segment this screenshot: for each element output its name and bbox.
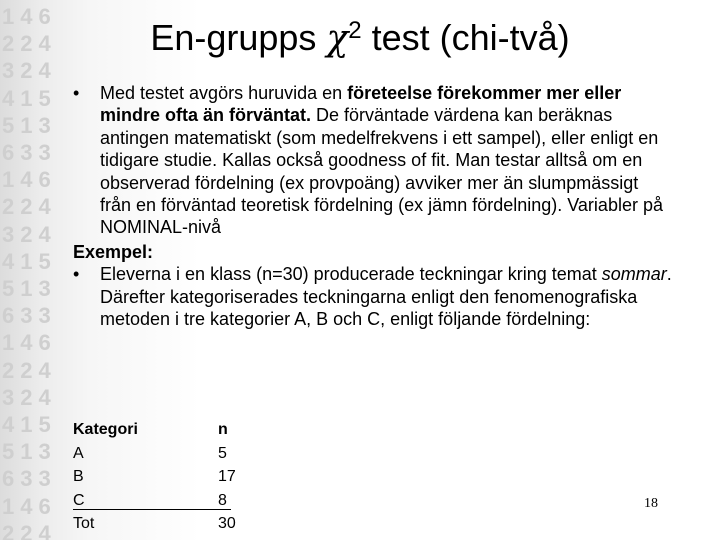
background-digit-row: 415 bbox=[2, 85, 57, 111]
background-digit-row: 146 bbox=[2, 4, 57, 29]
background-digit-row: 146 bbox=[2, 493, 57, 519]
header-kategori: Kategori bbox=[73, 421, 138, 438]
chi-symbol: χ bbox=[326, 18, 349, 59]
cell-count: 8 bbox=[218, 491, 227, 509]
slide-body bbox=[73, 82, 673, 330]
cell-category: B bbox=[73, 468, 84, 485]
header-n: n bbox=[218, 421, 228, 438]
background-digit-row: 224 bbox=[2, 194, 57, 220]
example-text-italic: sommar bbox=[601, 264, 667, 285]
background-digit-row: 324 bbox=[2, 384, 57, 410]
bullet-text-part2: De förväntade värdena kan beräknas antingen matematiskt (som medelfrekvens i ett sampel), eller enligt en tidigare studie. Kallas också goodness of fit. Man testar alltså om en observerad fördelning (ex provpoäng) avviker mer än slumpmässigt från en förväntad teoretisk fördelning (ex jämn fördelning). Variabler på NOMINAL-nivå bbox=[100, 105, 663, 238]
background-digit-row: 415 bbox=[2, 248, 57, 274]
example-heading: Exempel: bbox=[73, 241, 154, 262]
background-digit-row: 224 bbox=[2, 357, 57, 383]
bullet-marker: • bbox=[73, 264, 80, 285]
chi-superscript: 2 bbox=[348, 17, 362, 44]
cell-count: 30 bbox=[218, 515, 236, 532]
cell-category: C bbox=[73, 491, 85, 509]
background-digit-row: 633 bbox=[2, 303, 57, 329]
cell-category: Tot bbox=[73, 515, 95, 532]
slide-title bbox=[0, 14, 720, 63]
background-digit-row: 224 bbox=[2, 31, 57, 57]
background-digit-row: 224 bbox=[2, 520, 57, 540]
background-digit-row: 633 bbox=[2, 140, 57, 165]
bullet-description bbox=[73, 82, 673, 239]
bullet-marker: • bbox=[73, 83, 80, 103]
background-digit-row: 415 bbox=[2, 412, 57, 437]
background-digit-row: 513 bbox=[2, 276, 57, 301]
background-digit-row: 513 bbox=[2, 439, 57, 465]
background-digit-row: 513 bbox=[2, 112, 57, 138]
page-number: 18 bbox=[644, 496, 658, 511]
background-digit-row: 324 bbox=[2, 58, 57, 84]
title-suffix: test (chi-två) bbox=[361, 17, 570, 58]
bullet-example bbox=[73, 263, 673, 330]
background-digit-row: 146 bbox=[2, 167, 57, 193]
cell-category: A bbox=[73, 444, 84, 462]
bullet-text-part1: Med testet avgörs huruvida en bbox=[100, 83, 348, 103]
background-digit-strip bbox=[0, 0, 70, 540]
example-text-part2: . Därefter kategoriserades teckningarna enligt den fenomenografiska metoden i tre kategorier A, B och C, enligt följande fördelning: bbox=[100, 264, 672, 330]
example-text-part1: Eleverna i en klass (n=30) producerade teckningar kring temat bbox=[100, 264, 602, 285]
background-digit-row: 146 bbox=[2, 330, 57, 356]
background-digit-row: 324 bbox=[2, 221, 57, 247]
cell-count: 5 bbox=[218, 444, 227, 462]
cell-count: 17 bbox=[218, 468, 236, 485]
title-prefix: En-grupps bbox=[150, 17, 327, 58]
bullet-text-bold: företeelse förekommer mer eller mindre ofta än förväntat. bbox=[100, 83, 622, 126]
background-digit-row: 633 bbox=[2, 466, 57, 492]
